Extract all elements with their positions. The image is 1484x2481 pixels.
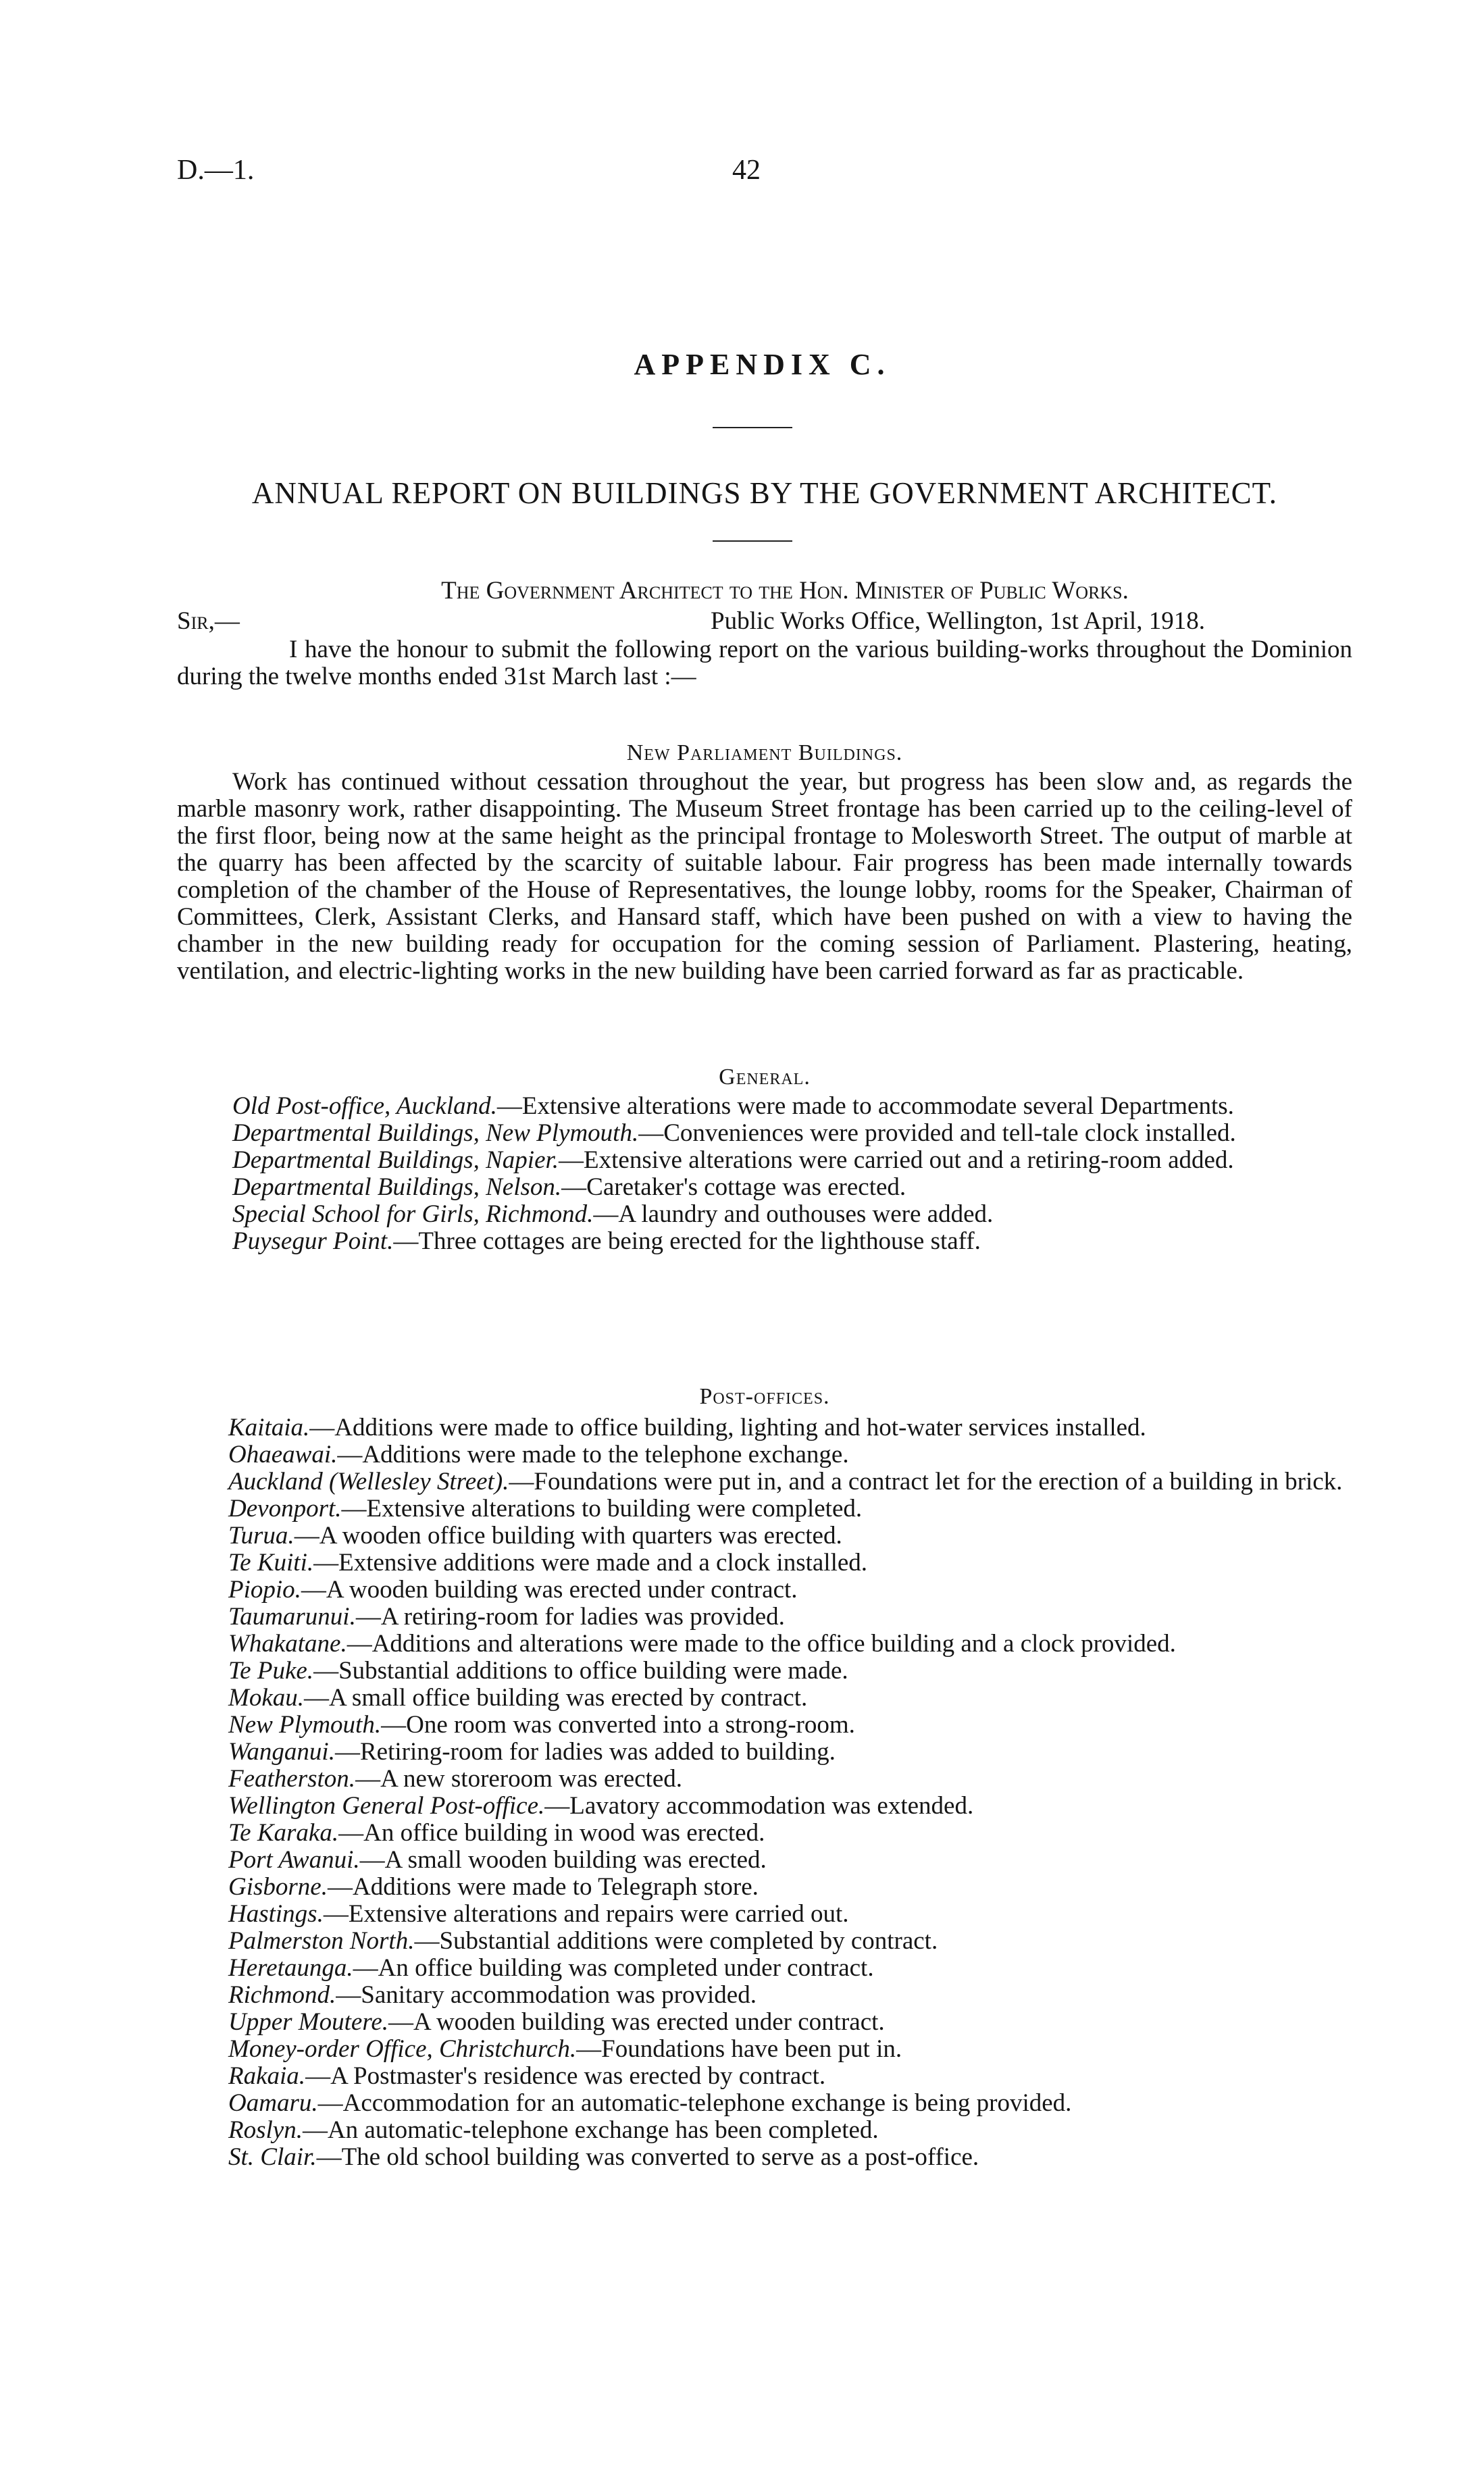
place-name: Special School for Girls, Richmond.: [232, 1200, 594, 1228]
place-name: Wanganui.: [228, 1738, 335, 1766]
place-name: Te Kuiti.: [228, 1549, 314, 1577]
addressee-line: The Government Architect to the Hon. Minister of Public Works.: [441, 577, 1129, 605]
list-item: [177, 1901, 1352, 1928]
place-name: Mokau.: [228, 1684, 304, 1712]
list-item: [177, 1147, 1352, 1174]
item-description: —Extensive alterations to building were completed.: [341, 1495, 863, 1523]
item-description: —Three cottages are being erected for the lighthouse staff.: [393, 1227, 981, 1255]
list-item: [177, 2117, 1352, 2144]
item-description: —Accommodation for an automatic-telephone exchange is being provided.: [317, 2089, 1072, 2117]
list-item: [177, 2063, 1352, 2090]
list-item: [177, 2009, 1352, 2036]
list-item: [177, 1093, 1352, 1120]
place-name: Taumarunui.: [228, 1603, 356, 1631]
list-item: [177, 1495, 1352, 1523]
item-description: —Foundations have been put in.: [576, 2035, 902, 2063]
page-number: 42: [732, 155, 761, 186]
item-description: —Lavatory accommodation was extended.: [544, 1792, 974, 1820]
place-name: Upper Moutere.: [228, 2008, 389, 2036]
item-description: —A retiring-room for ladies was provided.: [355, 1603, 785, 1631]
place-name: Devonport.: [228, 1495, 342, 1523]
item-description: —Substantial additions to office building were made.: [313, 1657, 848, 1685]
list-item: [177, 2144, 1352, 2171]
item-description: —Caretaker's cottage was erected.: [561, 1173, 906, 1201]
list-item: [177, 1631, 1352, 1658]
salutation-line: [177, 608, 1352, 635]
item-description: —A wooden building was erected under contract.: [301, 1576, 798, 1604]
list-item: [177, 2036, 1352, 2063]
item-description: —An office building was completed under contract.: [353, 1954, 874, 1982]
item-description: —Additions were made to the telephone exchange.: [337, 1441, 849, 1468]
divider-rule: [713, 540, 792, 542]
place-name: Hastings.: [228, 1900, 324, 1928]
divider-rule: [713, 427, 792, 428]
list-item: [177, 1847, 1352, 1874]
list-item: [177, 1577, 1352, 1604]
list-item: [177, 1739, 1352, 1766]
place-name: Piopio.: [228, 1576, 301, 1604]
item-description: —Extensive alterations and repairs were carried out.: [323, 1900, 849, 1928]
place-name: Kaitaia.: [228, 1414, 310, 1441]
post-offices-list: [177, 1414, 1352, 2171]
place-name: Richmond.: [228, 1981, 336, 2009]
section-heading-general: General.: [719, 1065, 811, 1090]
place-name: Roslyn.: [228, 2116, 303, 2144]
general-list: [177, 1093, 1352, 1255]
report-title: ANNUAL REPORT ON BUILDINGS BY THE GOVERNMENT ARCHITECT.: [251, 476, 1278, 510]
place-name: Wellington General Post-office.: [228, 1792, 545, 1820]
office-date: Public Works Office, Wellington, 1st April, 1918.: [711, 607, 1205, 635]
list-item: [177, 1604, 1352, 1631]
item-description: —An office building in wood was erected.: [338, 1819, 765, 1847]
item-description: —Sanitary accommodation was provided.: [336, 1981, 757, 2009]
place-name: New Plymouth.: [228, 1711, 382, 1739]
list-item: [177, 1441, 1352, 1468]
list-item: [177, 1468, 1352, 1495]
list-item: [177, 1414, 1352, 1441]
list-item: [177, 1120, 1352, 1147]
list-item: [177, 1174, 1352, 1201]
item-description: —Substantial additions were completed by contract.: [414, 1927, 938, 1955]
list-item: [177, 1928, 1352, 1955]
place-name: Te Karaka.: [228, 1819, 339, 1847]
place-name: St. Clair.: [228, 2143, 317, 2171]
place-name: Auckland (Wellesley Street).: [228, 1468, 509, 1495]
item-description: —Extensive alterations were made to accommodate several Departments.: [496, 1092, 1234, 1120]
item-description: —A new storeroom was erected.: [355, 1765, 682, 1793]
list-item: [177, 1820, 1352, 1847]
item-description: —A small office building was erected by contract.: [304, 1684, 808, 1712]
item-description: —Extensive additions were made and a clock installed.: [313, 1549, 868, 1577]
item-description: —An automatic-telephone exchange has been completed.: [302, 2116, 879, 2144]
section-heading-post-offices: Post-offices.: [699, 1384, 830, 1409]
place-name: Featherston.: [228, 1765, 356, 1793]
list-item: [177, 1793, 1352, 1820]
list-item: [177, 1712, 1352, 1739]
list-item: [177, 1685, 1352, 1712]
item-description: —A laundry and outhouses were added.: [593, 1200, 994, 1228]
item-description: —A small wooden building was erected.: [359, 1846, 767, 1874]
item-description: —Additions were made to office building, lighting and hot-water services installed.: [309, 1414, 1146, 1441]
place-name: Whakatane.: [228, 1630, 347, 1658]
place-name: Heretaunga.: [228, 1954, 353, 1982]
list-item: [177, 1874, 1352, 1901]
item-description: —The old school building was converted to serve as a post-office.: [316, 2143, 979, 2171]
running-head: [177, 150, 1352, 190]
place-name: Ohaeawai.: [228, 1441, 338, 1468]
item-description: —Extensive alterations were carried out and a retiring-room added.: [559, 1146, 1234, 1174]
intro-paragraph: I have the honour to submit the following report on the various building-works throughout the Dominion during the twelve months ended 31st March last :—: [177, 636, 1352, 690]
place-name: Gisborne.: [228, 1873, 328, 1901]
item-description: —A Postmaster's residence was erected by contract.: [305, 2062, 826, 2090]
place-name: Rakaia.: [228, 2062, 306, 2090]
place-name: Te Puke.: [228, 1657, 314, 1685]
place-name: Departmental Buildings, Nelson.: [232, 1173, 562, 1201]
place-name: Port Awanui.: [228, 1846, 360, 1874]
place-name: Turua.: [228, 1522, 295, 1550]
item-description: —One room was converted into a strong-room.: [381, 1711, 855, 1739]
place-name: Puysegur Point.: [232, 1227, 394, 1255]
appendix-title: APPENDIX C.: [634, 348, 891, 381]
salutation: Sir,—: [177, 607, 240, 635]
item-description: —Additions were made to Telegraph store.: [327, 1873, 759, 1901]
item-description: —Conveniences were provided and tell-tale clock installed.: [638, 1119, 1236, 1147]
list-item: [177, 1658, 1352, 1685]
item-description: —Additions and alterations were made to the office building and a clock provided.: [347, 1630, 1176, 1658]
list-item: [177, 1228, 1352, 1255]
list-item: [177, 1523, 1352, 1550]
place-name: Oamaru.: [228, 2089, 318, 2117]
list-item: [177, 1550, 1352, 1577]
item-description: —A wooden office building with quarters was erected.: [294, 1522, 842, 1550]
parliament-paragraph: Work has continued without cessation throughout the year, but progress has been slow and, as regards the marble masonry work, rather disappointing. The Museum Street frontage has been carried up to the ceiling-level of the first floor, being now at the same height as the principal frontage to Molesworth Street. The output of marble at the quarry has been affected by the scarcity of suitable labour. Fair progress has been made internally towards completion of the chamber of the House of Representatives, the lounge lobby, rooms for the Speaker, Chairman of Committees, Clerk, Assistant Clerks, and Hansard staff, which have been pushed on with a view to having the chamber in the new building ready for occupation for the coming session of Parliament. Plastering, heating, ventilation, and electric-lighting works in the new building have been carried forward as far as practicable.: [177, 768, 1352, 985]
item-description: —A wooden building was erected under contract.: [388, 2008, 885, 2036]
list-item: [177, 2090, 1352, 2117]
list-item: [177, 1982, 1352, 2009]
section-heading-parliament: New Parliament Buildings.: [626, 740, 903, 765]
place-name: Palmerston North.: [228, 1927, 415, 1955]
place-name: Money-order Office, Christchurch.: [228, 2035, 577, 2063]
document-reference: D.—1.: [177, 155, 255, 186]
place-name: Departmental Buildings, Napier.: [232, 1146, 559, 1174]
list-item: [177, 1955, 1352, 1982]
item-description: —Retiring-room for ladies was added to building.: [334, 1738, 836, 1766]
place-name: Departmental Buildings, New Plymouth.: [232, 1119, 639, 1147]
list-item: [177, 1766, 1352, 1793]
place-name: Old Post-office, Auckland.: [232, 1092, 497, 1120]
item-description: —Foundations were put in, and a contract let for the erection of a building in brick.: [509, 1468, 1343, 1495]
list-item: [177, 1201, 1352, 1228]
